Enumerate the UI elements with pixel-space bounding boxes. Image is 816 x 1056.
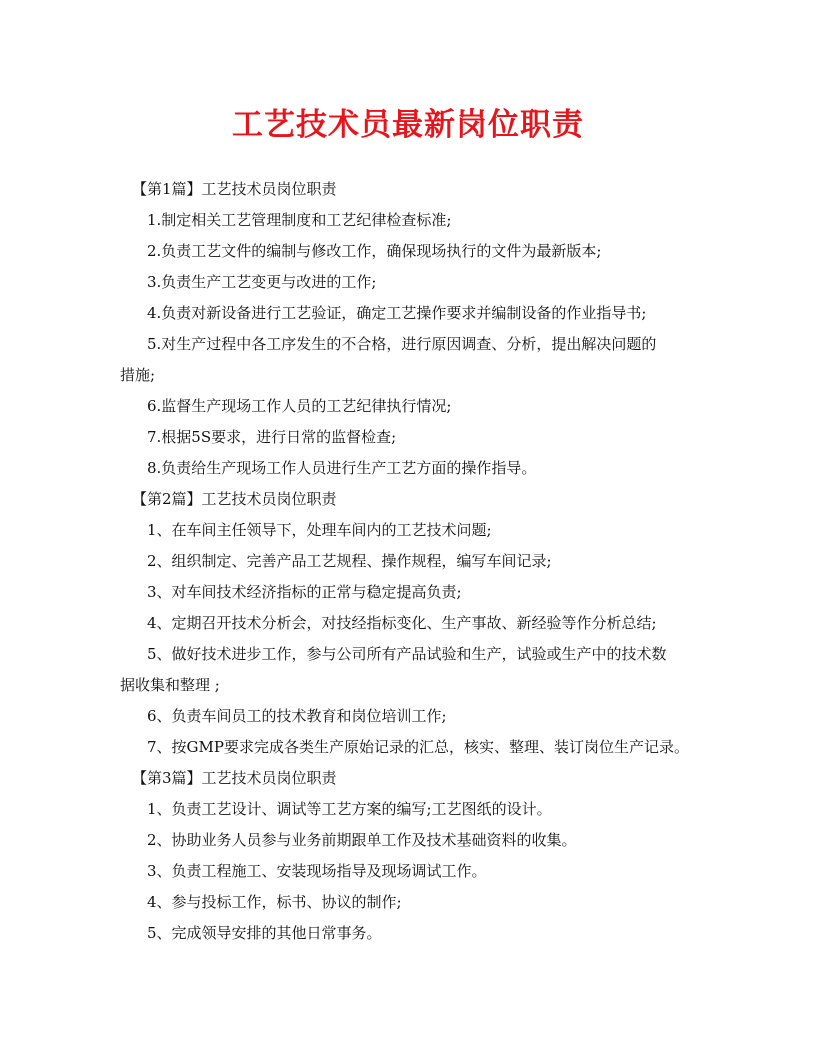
list-item-continuation: 措施; — [120, 366, 156, 384]
document-body — [120, 174, 700, 949]
list-item: 6.监督生产现场工作人员的工艺纪律执行情况; — [147, 397, 452, 415]
section-heading-3: 【第3篇】工艺技术员岗位职责 — [132, 769, 337, 787]
list-item: 1.制定相关工艺管理制度和工艺纪律检查标准; — [147, 211, 452, 229]
list-item-continuation: 据收集和整理 ; — [120, 676, 220, 694]
list-item: 7、按GMP要求完成各类生产原始记录的汇总，核实、整理、装订岗位生产记录。 — [147, 738, 689, 756]
list-item: 7.根据5S要求，进行日常的监督检查; — [147, 428, 397, 446]
list-item: 2、协助业务人员参与业务前期跟单工作及技术基础资料的收集。 — [147, 831, 577, 849]
section-heading-1: 【第1篇】工艺技术员岗位职责 — [132, 180, 337, 198]
list-item: 8.负责给生产现场工作人员进行生产工艺方面的操作指导。 — [147, 459, 537, 477]
list-item: 5.对生产过程中各工序发生的不合格，进行原因调查、分析，提出解决问题的 — [147, 335, 657, 353]
list-item: 4、定期召开技术分析会，对技经指标变化、生产事故、新经验等作分析总结; — [147, 614, 657, 632]
list-item: 5、做好技术进步工作，参与公司所有产品试验和生产，试验或生产中的技术数 — [147, 645, 667, 663]
list-item: 2.负责工艺文件的编制与修改工作，确保现场执行的文件为最新版本; — [147, 242, 602, 260]
list-item: 2、组织制定、完善产品工艺规程、操作规程，编写车间记录; — [147, 552, 552, 570]
document-title: 工艺技术员最新岗位职责 — [232, 107, 584, 143]
list-item: 6、负责车间员工的技术教育和岗位培训工作; — [147, 707, 447, 725]
list-item: 5、完成领导安排的其他日常事务。 — [147, 924, 382, 942]
list-item: 1、在车间主任领导下，处理车间内的工艺技术问题; — [147, 521, 492, 539]
list-item: 4、参与投标工作，标书、协议的制作; — [147, 893, 402, 911]
list-item: 3.负责生产工艺变更与改进的工作; — [147, 273, 377, 291]
section-heading-2: 【第2篇】工艺技术员岗位职责 — [132, 490, 337, 508]
list-item: 3、负责工程施工、安装现场指导及现场调试工作。 — [147, 862, 487, 880]
list-item: 1、负责工艺设计、调试等工艺方案的编写;工艺图纸的设计。 — [147, 800, 552, 818]
list-item: 4.负责对新设备进行工艺验证，确定工艺操作要求并编制设备的作业指导书; — [147, 304, 647, 322]
list-item: 3、对车间技术经济指标的正常与稳定提高负责; — [147, 583, 462, 601]
